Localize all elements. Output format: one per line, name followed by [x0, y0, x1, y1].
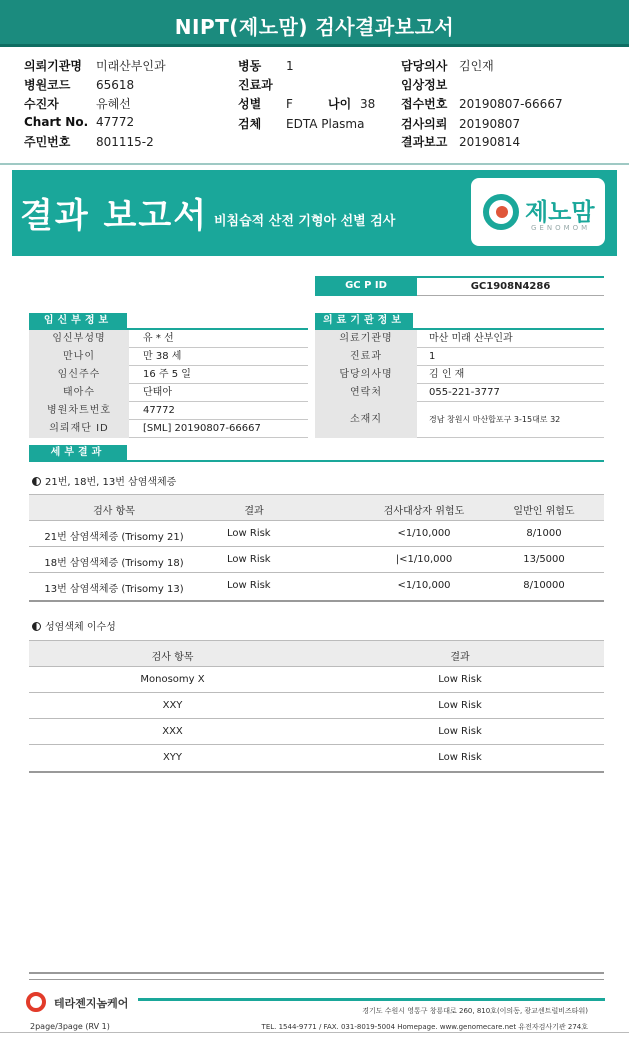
info-chart-no: Chart No. 47772: [24, 115, 135, 129]
table-cell: Low Risk: [227, 554, 271, 565]
table-row: 병원차트번호 47772: [29, 402, 308, 420]
info-doctor: 담당의사 김인재: [401, 59, 494, 73]
table-row: 진료과 1: [315, 348, 604, 366]
table-row: 의료기관명 마산 미래 산부인과: [315, 330, 604, 348]
table-cell: <1/10,000: [397, 580, 451, 591]
table-cell: 13번 삼염색체증 (Trisomy 13): [44, 584, 184, 595]
col-header: 검사대상자 위험도: [383, 506, 465, 517]
footer-line-1: [29, 972, 604, 974]
table-cell: Low Risk: [438, 674, 482, 685]
info-age: 나이 38: [328, 97, 376, 111]
info-request-date: 검사의뢰 20190807: [401, 117, 521, 131]
table-cell: Low Risk: [227, 580, 271, 591]
info-patient: 수진자 유혜선: [24, 97, 131, 111]
info-report-date: 결과보고 20190814: [401, 135, 521, 149]
banner-title: 결과 보고서: [20, 196, 209, 236]
company-logo-icon: [26, 992, 46, 1012]
pregnant-info-table: [29, 330, 308, 438]
logo-subtext: GENOMOM: [531, 224, 591, 232]
genomom-logo: [471, 178, 605, 246]
table-row: 연락처 055-221-3777: [315, 384, 604, 402]
page-number: 2page/3page (RV 1): [30, 1022, 110, 1031]
col-header: 결과: [450, 652, 470, 663]
sex-chrom-table: [29, 640, 604, 773]
col-header: 검사 항목: [93, 506, 135, 517]
logo-text: 제노맘: [525, 198, 595, 226]
table-row: 만나이 만 38 세: [29, 348, 308, 366]
table-cell: 21번 삼염색체증 (Trisomy 21): [44, 532, 184, 543]
table-row: 임신부성명 유 * 선: [29, 330, 308, 348]
table-row: 담당의사명 김 인 재: [315, 366, 604, 384]
half-circle-icon: [32, 477, 41, 486]
info-clinical: 임상정보: [401, 78, 448, 92]
table-cell: |<1/10,000: [395, 554, 453, 565]
logo-dot-icon: [496, 206, 508, 218]
footer-accent-bar: [138, 998, 605, 1001]
table-cell: <1/10,000: [397, 528, 451, 539]
report-header-bar: [0, 0, 629, 47]
banner-subtitle: 비침습적 산전 기형아 선별 검사: [214, 214, 396, 229]
info-ward: 병동 1: [238, 59, 294, 73]
info-hospital: 의뢰기관명 미래산부인과: [24, 59, 166, 73]
sex-chrom-heading: 성염색체 이수성: [32, 618, 116, 633]
table-row: 임신주수 16 주 5 일: [29, 366, 308, 384]
company-address: 경기도 수원시 영통구 창룡대로 260, 810호(이의동, 광교센트럴비즈타워): [362, 1007, 588, 1015]
section-detail-title: 세부결과: [29, 445, 127, 461]
table-cell: XXX: [162, 726, 183, 737]
report-title: NIPT(제노맘) 검사결과보고서: [174, 15, 455, 39]
info-sex: 성별 F: [238, 97, 293, 111]
info-hospital-code: 병원코드 65618: [24, 78, 135, 92]
info-receipt-no: 접수번호 20190807-66667: [401, 97, 563, 111]
gcp-id-label: GC P ID: [315, 276, 417, 296]
section-detail-line: [29, 460, 604, 462]
table-cell: XXY: [162, 700, 183, 711]
col-header: 일반인 위험도: [513, 506, 575, 517]
result-banner: [12, 170, 617, 256]
header-divider: [0, 163, 629, 165]
footer-line-2: [29, 979, 604, 980]
section-org-title: 의료기관정보: [315, 313, 413, 329]
table-row: 소재지 경남 창원시 마산합포구 3-15대로 32: [315, 402, 604, 438]
section-pregnant-title: 임신부정보: [29, 313, 127, 329]
table-cell: 18번 삼염색체증 (Trisomy 18): [44, 558, 184, 569]
company-contact: TEL. 1544-9771 / FAX. 031-8019-5004 Homepage. www.genomecare.net 유전자검사기관 274호: [261, 1023, 588, 1031]
company-name: 테라젠지놈케어: [54, 997, 129, 1010]
col-header: 검사 항목: [151, 652, 194, 663]
table-cell: XYY: [162, 752, 183, 763]
info-resident-no: 주민번호 801115-2: [24, 135, 154, 149]
table-cell: Low Risk: [438, 726, 482, 737]
gcp-id-value: GC1908N4286: [417, 276, 604, 296]
table-cell: Low Risk: [438, 752, 482, 763]
footer-bottom-line: [0, 1032, 629, 1033]
col-header: 결과: [244, 506, 264, 517]
table-row: 태아수 단태아: [29, 384, 308, 402]
table-cell: Monosomy X: [140, 674, 205, 685]
table-row: 의뢰재단 ID [SML] 20190807-66667: [29, 420, 308, 438]
half-circle-icon: [32, 622, 41, 631]
trisomy-heading: 21번, 18번, 13번 삼염색체증: [32, 473, 176, 488]
trisomy-table: [29, 494, 604, 601]
info-department: 진료과: [238, 78, 273, 92]
org-info-table: [315, 330, 604, 438]
table-cell: 13/5000: [523, 554, 565, 565]
info-specimen: 검체 EDTA Plasma: [238, 117, 365, 131]
table-cell: 8/1000: [526, 528, 562, 539]
table-cell: Low Risk: [227, 528, 271, 539]
table-cell: Low Risk: [438, 700, 482, 711]
table-cell: 8/10000: [523, 580, 565, 591]
